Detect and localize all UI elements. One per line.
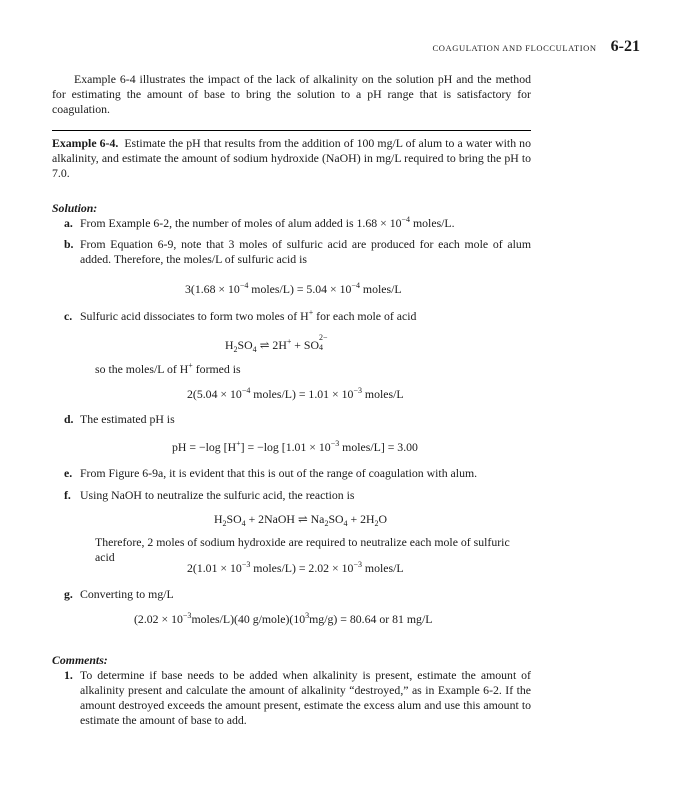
- step-a-label: a.: [64, 216, 73, 230]
- eq-b-exp: −4: [351, 281, 360, 290]
- eq-c2-exp: −4: [241, 386, 251, 395]
- eq-c-part: + SO: [291, 338, 319, 352]
- eq-g-part: moles/L)(40 g/mole)(10: [191, 612, 306, 626]
- eq-f2-exp: −3: [353, 560, 362, 569]
- step-g-label: g.: [64, 587, 73, 601]
- eq-d-sup: +: [236, 439, 241, 448]
- equation-neutralization: [214, 512, 387, 527]
- step-e-text: From Figure 6-9a, it is evident that this is out of the range of coagulation with alum.: [80, 466, 478, 480]
- eq-f2-exp: −3: [241, 560, 251, 569]
- equation-b: [185, 282, 402, 297]
- step-f: [64, 488, 531, 503]
- equation-ph: [172, 440, 418, 455]
- eq-c-sub: 4: [319, 343, 323, 352]
- intro-paragraph: Example 6-4 illustrates the impact of the lack of alkalinity on the solution pH and the method for estimating the amount of base to bring the solution to a pH range that is satisfactory for coagulation.: [52, 72, 531, 116]
- step-c-label: c.: [64, 309, 73, 323]
- eq-f2-part: 2(1.01 × 10: [187, 561, 242, 575]
- eq-c-part: H: [225, 338, 234, 352]
- eq-f-part: Na: [307, 512, 325, 526]
- eq-f-sub: 2: [222, 519, 227, 528]
- eq-g-part: mg/g) = 80.64 or 81 mg/L: [309, 612, 433, 626]
- equation-c-moles: [187, 387, 404, 402]
- step-c-followup-sup: +: [188, 361, 193, 370]
- eq-f2-part: moles/L) = 2.02 × 10: [250, 561, 354, 575]
- step-g: [64, 587, 531, 602]
- eq-f-sub: 4: [241, 519, 246, 528]
- example-statement: [52, 136, 531, 181]
- eq-c-part: SO: [237, 338, 253, 352]
- step-a-text: From Example 6-2, the number of moles of alum added is 1.68 × 10: [80, 216, 402, 230]
- eq-g-exp: −3: [182, 611, 192, 620]
- eq-b-part: 3(1.68 × 10: [185, 282, 240, 296]
- step-c-text-end: for each mole of acid: [313, 309, 417, 323]
- eq-d-part: moles/L] = 3.00: [339, 440, 418, 454]
- running-head-title: COAGULATION AND FLOCCULATION: [432, 43, 597, 53]
- comments-heading: Comments:: [52, 653, 108, 667]
- step-a: [64, 215, 531, 231]
- example-text: Estimate the pH that results from the addition of 100 mg/L of alum to a water with no alkalinity, and estimate the amount of sodium hydroxide (NaOH) in mg/L required to bring the pH to 7.0.: [52, 136, 531, 180]
- running-head: [433, 38, 640, 56]
- step-d-label: d.: [64, 412, 74, 426]
- eq-c-sub: 2: [233, 345, 238, 354]
- step-a-unit: moles/L.: [410, 216, 455, 230]
- eq-d-part: pH = −log [H: [172, 440, 237, 454]
- eq-f2-part: moles/L: [361, 561, 404, 575]
- step-b-text: From Equation 6-9, note that 3 moles of sulfuric acid are produced for each mole of alum added. Therefore, the moles/L of sulfuric acid is: [80, 237, 531, 266]
- example-divider: [52, 130, 531, 131]
- eq-c2-exp: −3: [353, 386, 362, 395]
- comment-1: [64, 668, 531, 728]
- step-c-followup-end: formed is: [192, 362, 241, 376]
- page-number: 6-21: [610, 38, 640, 55]
- eq-f-sub: 2: [374, 519, 379, 528]
- eq-d-part: ] = −log [1.01 × 10: [240, 440, 331, 454]
- solution-heading: Solution:: [52, 201, 98, 215]
- eq-f-part: + 2NaOH: [245, 512, 298, 526]
- eq-c-part: 2H: [272, 338, 287, 352]
- eq-b-part: moles/L) = 5.04 × 10: [248, 282, 352, 296]
- step-f-label: f.: [64, 488, 71, 502]
- eq-f-part: SO: [328, 512, 344, 526]
- eq-c-charge: 2−: [319, 333, 328, 342]
- step-c-sup: +: [308, 308, 314, 317]
- eq-b-exp: −4: [239, 281, 249, 290]
- step-d-text: The estimated pH is: [80, 412, 175, 426]
- eq-f-part: O: [378, 512, 388, 526]
- equilibrium-arrow: ⇌: [256, 338, 273, 352]
- eq-c2-part: moles/L) = 1.01 × 10: [250, 387, 354, 401]
- eq-c-sub: 4: [252, 345, 257, 354]
- eq-c-supsub: [319, 333, 328, 352]
- step-a-exponent: −4: [401, 215, 411, 224]
- equation-mg-per-l: [134, 612, 432, 627]
- eq-f-part: + 2H: [347, 512, 375, 526]
- step-c: [64, 308, 531, 324]
- eq-c2-part: moles/L: [361, 387, 404, 401]
- comment-1-text: To determine if base needs to be added when alkalinity is present, estimate the amount of alkalinity present and calculate the amount of alkalinity “destroyed,” as in Example 6-2. If the amount destroyed exceeds the amount present, estimate the excess alum and use this amount to estimate the amount of base to add.: [80, 668, 531, 727]
- equation-c-dissociation: [225, 333, 328, 354]
- step-d: [64, 412, 531, 427]
- eq-f-part: H: [214, 512, 223, 526]
- example-label: Example 6-4.: [52, 136, 119, 150]
- eq-d-exp: −3: [330, 439, 340, 448]
- eq-c-sup: +: [286, 337, 292, 346]
- step-f-followup: Therefore, 2 moles of sodium hydroxide are required to neutralize each mole of sulfuric acid: [95, 535, 510, 564]
- eq-f-part: SO: [226, 512, 242, 526]
- eq-f-sub: 2: [324, 519, 329, 528]
- step-c-text: Sulfuric acid dissociates to form two moles of H: [80, 309, 309, 323]
- eq-b-part: moles/L: [359, 282, 402, 296]
- step-e: [64, 466, 531, 481]
- eq-g-exp: 3: [305, 611, 310, 620]
- comment-1-label: 1.: [64, 668, 73, 682]
- step-f-text: Using NaOH to neutralize the sulfuric acid, the reaction is: [80, 488, 355, 502]
- eq-f-sub: 4: [343, 519, 348, 528]
- step-c-followup-text: so the moles/L of H: [95, 362, 189, 376]
- step-b: [64, 237, 531, 267]
- step-e-label: e.: [64, 466, 73, 480]
- eq-g-part: (2.02 × 10: [134, 612, 183, 626]
- step-g-text: Converting to mg/L: [80, 587, 174, 601]
- step-b-label: b.: [64, 237, 74, 251]
- eq-c2-part: 2(5.04 × 10: [187, 387, 242, 401]
- step-c-followup: [95, 362, 531, 377]
- equation-naoh-moles: [187, 561, 404, 576]
- equilibrium-arrow: ⇌: [297, 512, 308, 526]
